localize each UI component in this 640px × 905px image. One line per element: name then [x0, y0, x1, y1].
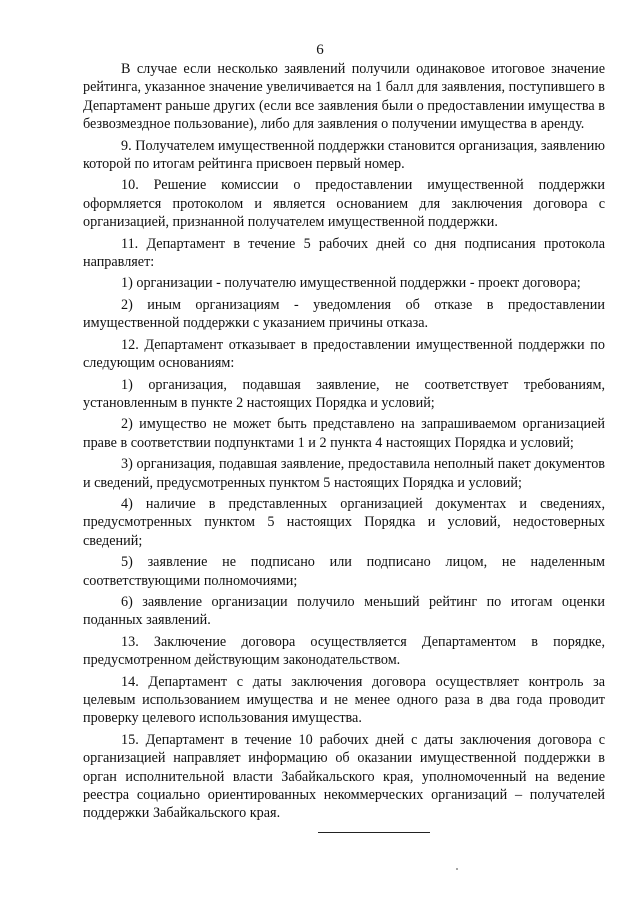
- paragraph-9: 9. Получателем имущественной поддержки становится организация, заявлению которой по итогам рейтинга присвоен первый номер.: [83, 137, 605, 173]
- paragraph-12: 12. Департамент отказывает в предоставлении имущественной поддержки по следующим основаниям:: [83, 336, 605, 372]
- paragraph-rating-tie: В случае если несколько заявлений получили одинаковое итоговое значение рейтинга, указанное значение увеличивается на 1 балл для заявления, поступившего в Департамент раньше других (если все заявления были о предоставлении имущества в безвозмездное пользование), либо для заявления о получении имущества в аренду.: [83, 61, 605, 133]
- scan-speck: [456, 868, 458, 870]
- document-body: [83, 60, 605, 823]
- page-number: 6: [316, 42, 324, 58]
- paragraph-13: 13. Заключение договора осуществляется Департаментом в порядке, предусмотренном действующим законодательством.: [83, 633, 605, 669]
- paragraph-11: 11. Департамент в течение 5 рабочих дней со дня подписания протокола направляет:: [83, 235, 605, 271]
- paragraph-11-item-1: 1) организации - получателю имущественной поддержки - проект договора;: [121, 275, 581, 292]
- paragraph-12-item-6: 6) заявление организации получило меньший рейтинг по итогам оценки поданных заявлений.: [83, 593, 605, 629]
- end-rule: [318, 832, 430, 833]
- paragraph-12-item-2: 2) имущество не может быть представлено на запрашиваемом организацией праве в соответствии подпунктами 1 и 2 пункта 4 настоящих Порядка и условий;: [83, 416, 605, 451]
- paragraph-15: 15. Департамент в течение 10 рабочих дней с даты заключения договора с организацией направляет информацию об оказании имущественной поддержки в орган исполнительной власти Забайкальского края, уполномоченный на ведение реестра социально ориентированных некоммерческих организаций – получателей поддержки Забайкальского края.: [83, 731, 605, 822]
- paragraph-12-item-3: 3) организация, подавшая заявление, предоставила неполный пакет документов и сведений, предусмотренных пунктом 5 настоящих Порядка и условий;: [83, 456, 605, 491]
- paragraph-12-item-1: 1) организация, подавшая заявление, не соответствует требованиям, установленным в пункте 2 настоящих Порядка и условий;: [83, 376, 605, 411]
- paragraph-11-item-2: 2) иным организациям - уведомления об отказе в предоставлении имущественной поддержки с указанием причины отказа.: [83, 296, 605, 332]
- paragraph-10: 10. Решение комиссии о предоставлении имущественной поддержки оформляется протоколом и является основанием для заключения договора с организацией, признанной получателем имущественной поддержки.: [83, 177, 605, 231]
- paragraph-12-item-4: 4) наличие в представленных организацией документах и сведениях, предусмотренных пунктом 5 настоящих Порядка и условий, недостоверных сведений;: [83, 495, 605, 549]
- paragraph-14: 14. Департамент с даты заключения договора осуществляет контроль за целевым использованием имущества и не менее одного раза в два года проводит проверку целевого использования имущества.: [83, 673, 605, 727]
- paragraph-12-item-5: 5) заявление не подписано или подписано лицом, не наделенным соответствующими полномочиями;: [83, 554, 605, 589]
